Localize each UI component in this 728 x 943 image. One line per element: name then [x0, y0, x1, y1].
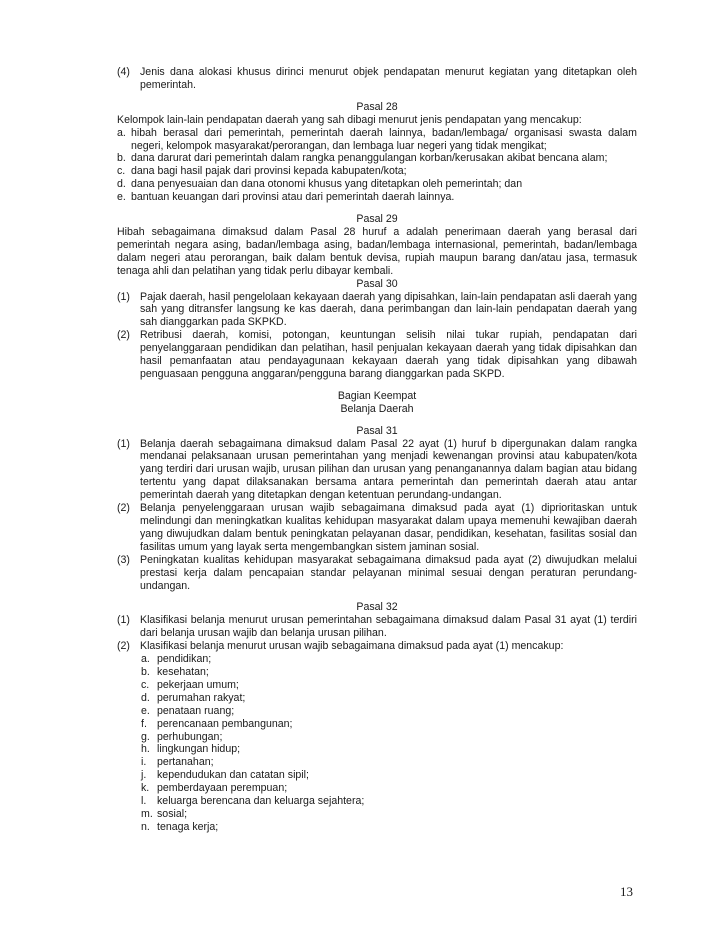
section-title: Bagian Keempat — [337, 389, 417, 402]
item-number: (2) — [117, 502, 130, 515]
pasal-paragraph: Hibah sebagaimana dimaksud dalam Pasal 28 huruf a adalah penerimaan daerah yang berasal dari pemerintah negara asing, badan/lembaga asing, badan/lembaga internasional, pemerintah, badan/lembaga dalam negeri atau perorangan, baik dalam bentuk devisa, rupiah maupun barang dan/atau jasa, termasuk tenaga ahli dan pelatihan yang tidak perlu dibayar kembali. — [117, 225, 637, 277]
list-item — [117, 165, 637, 178]
item-text: perencanaan pembangunan; — [157, 717, 293, 730]
sub-list-item — [141, 782, 637, 795]
ayat-item — [117, 66, 637, 92]
item-number: (2) — [117, 329, 130, 342]
ayat-item — [117, 329, 637, 381]
item-text: perhubungan; — [157, 730, 223, 743]
item-number: (1) — [117, 290, 130, 303]
item-number: (1) — [117, 437, 130, 450]
item-letter: a. — [117, 126, 126, 139]
item-number: (1) — [117, 614, 130, 627]
item-text: tenaga kerja; — [157, 820, 219, 833]
sub-list-item — [141, 653, 637, 666]
item-text: Belanja penyelenggaraan urusan wajib sebagaimana dimaksud pada ayat (1) diprioritaskan untuk melindungi dan meningkatkan kualitas kehidupan masyarakat dalam upaya memenuhi kewajiban daerah yang diwujudkan dalam bentuk peningkatan pelayanan dasar, pendidikan, kesehatan, fasilitas sosial dan fasilitas umum yang layak serta mengembangkan sistem jaminan sosial. — [140, 502, 637, 553]
pasal-heading: Pasal 32 — [356, 601, 398, 614]
item-letter: f. — [141, 717, 147, 730]
pasal-heading: Pasal 28 — [356, 100, 398, 113]
ayat-item — [117, 614, 637, 640]
item-number: (3) — [117, 553, 130, 566]
item-text: bantuan keuangan dari provinsi atau dari pemerintah daerah lainnya. — [131, 191, 455, 204]
item-text: pemberdayaan perempuan; — [157, 782, 288, 795]
sub-list-item — [141, 756, 637, 769]
pasal-heading: Pasal 31 — [356, 424, 398, 437]
ayat-item — [117, 554, 637, 593]
item-text: pekerjaan umum; — [157, 678, 239, 691]
item-text: kependudukan dan catatan sipil; — [157, 769, 309, 782]
item-text: dana penyesuaian dan dana otonomi khusus yang ditetapkan oleh pemerintah; dan — [131, 178, 523, 191]
item-number: (2) — [117, 640, 130, 653]
item-text: Belanja daerah sebagaimana dimaksud dalam Pasal 22 ayat (1) huruf b dipergunakan dalam rangka mendanai pelaksanaan urusan pemerintahan yang menjadi kewenangan provinsi atau kabupaten/kota yang terdiri dari urusan wajib, urusan pilihan dan urusan yang penanganannya dalam bagian atau bidang tertentu yang dapat dilaksanakan bersama antara pemerintah dan pemerintah daerah atau antar pemerintah daerah yang ditetapkan dengan ketentuan perundang-undangan. — [140, 437, 637, 502]
sub-list — [117, 653, 637, 834]
ayat-item — [117, 640, 637, 653]
item-text: Retribusi daerah, komisi, potongan, keuntungan selisih nilai tukar rupiah, pendapatan dari penyelanggaraan pendidikan dan pelatihan, hasil penjualan kekayaan daerah yang tidak dipisahkan dan hasil pemanfaatan atau pendayagunaan kekayaan daerah yang tidak dipisahkan yang dibawah penguasaan pengguna anggaran/pengguna barang dianggarkan pada SKPD. — [140, 329, 637, 380]
list-item — [117, 127, 637, 153]
sub-list-item — [141, 692, 637, 705]
item-text: dana darurat dari pemerintah dalam rangka penanggulangan korban/kerusakan akibat bencana alam; — [131, 152, 608, 165]
item-text: dana bagi hasil pajak dari provinsi kepada kabupaten/kota; — [131, 165, 407, 178]
item-text: penataan ruang; — [157, 704, 235, 717]
page-body — [117, 66, 637, 834]
item-letter: d. — [117, 178, 126, 191]
sub-list-item — [141, 705, 637, 718]
item-letter: m. — [141, 807, 153, 820]
sub-list-item — [141, 666, 637, 679]
list-item — [117, 152, 637, 165]
section-subtitle: Belanja Daerah — [340, 402, 414, 415]
item-letter: k. — [141, 782, 150, 795]
pasal-intro: Kelompok lain-lain pendapatan daerah yang sah dibagi menurut jenis pendapatan yang mencakup: — [117, 113, 582, 126]
item-letter: n. — [141, 820, 150, 833]
item-text: Klasifikasi belanja menurut urusan wajib sebagaimana dimaksud pada ayat (1) mencakup: — [140, 640, 564, 653]
item-letter: i. — [141, 756, 147, 769]
item-text: Peningkatan kualitas kehidupan masyarakat sebagaimana dimaksud pada ayat (2) diwujudkan melalui prestasi kerja dalam pencapaian standar pelayanan minimal sesuai dengan peraturan perundang-undangan. — [140, 553, 637, 592]
item-text: lingkungan hidup; — [157, 743, 241, 756]
item-text: perumahan rakyat; — [157, 691, 246, 704]
pasal-heading: Pasal 30 — [356, 277, 398, 290]
item-letter: e. — [141, 704, 150, 717]
ayat-item — [117, 291, 637, 330]
item-text: hibah berasal dari pemerintah, pemerintah daerah lainnya, badan/lembaga/ organisasi swasta dalam negeri, kelompok masyarakat/perorangan, dan lembaga luar negeri yang tidak mengikat; — [131, 126, 637, 152]
item-letter: e. — [117, 191, 126, 204]
pasal-heading: Pasal 29 — [356, 213, 398, 226]
item-text: keluarga berencana dan keluarga sejahtera; — [157, 795, 365, 808]
sub-list-item — [141, 731, 637, 744]
list-item — [117, 178, 637, 191]
sub-list-item — [141, 679, 637, 692]
item-text: Pajak daerah, hasil pengelolaan kekayaan daerah yang dipisahkan, lain-lain pendapatan asli daerah yang sah yang ditransfer langsung ke kas daerah, dana perimbangan dan lain-lain pendapatan daerah yang sah dianggarkan pada SKPKD. — [140, 290, 637, 329]
item-letter: a. — [141, 653, 150, 666]
ayat-item — [117, 502, 637, 554]
item-text: Jenis dana alokasi khusus dirinci menurut objek pendapatan menurut kegiatan yang ditetapkan oleh pemerintah. — [140, 66, 637, 91]
item-letter: h. — [141, 743, 150, 756]
sub-list-item — [141, 821, 637, 834]
item-letter: l. — [141, 795, 147, 808]
item-letter: g. — [141, 730, 150, 743]
sub-list-item — [141, 718, 637, 731]
item-text: kesehatan; — [157, 665, 209, 678]
item-text: sosial; — [157, 807, 188, 820]
page-number: 13 — [620, 884, 633, 899]
item-letter: b. — [117, 152, 126, 165]
sub-list-item — [141, 795, 637, 808]
item-letter: c. — [117, 165, 126, 178]
item-letter: c. — [141, 678, 150, 691]
item-letter: j. — [141, 769, 147, 782]
sub-list-item — [141, 769, 637, 782]
item-number: (4) — [117, 66, 130, 78]
list-item — [117, 191, 637, 204]
item-text: Klasifikasi belanja menurut urusan pemerintahan sebagaimana dimaksud dalam Pasal 31 ayat (1) terdiri dari belanja urusan wajib dan belanja urusan pilihan. — [140, 614, 637, 640]
item-text: pendidikan; — [157, 653, 212, 666]
item-text: pertanahan; — [157, 756, 214, 769]
sub-list-item — [141, 743, 637, 756]
sub-list-item — [141, 808, 637, 821]
item-letter: b. — [141, 665, 150, 678]
ayat-item — [117, 438, 637, 503]
item-letter: d. — [141, 691, 150, 704]
